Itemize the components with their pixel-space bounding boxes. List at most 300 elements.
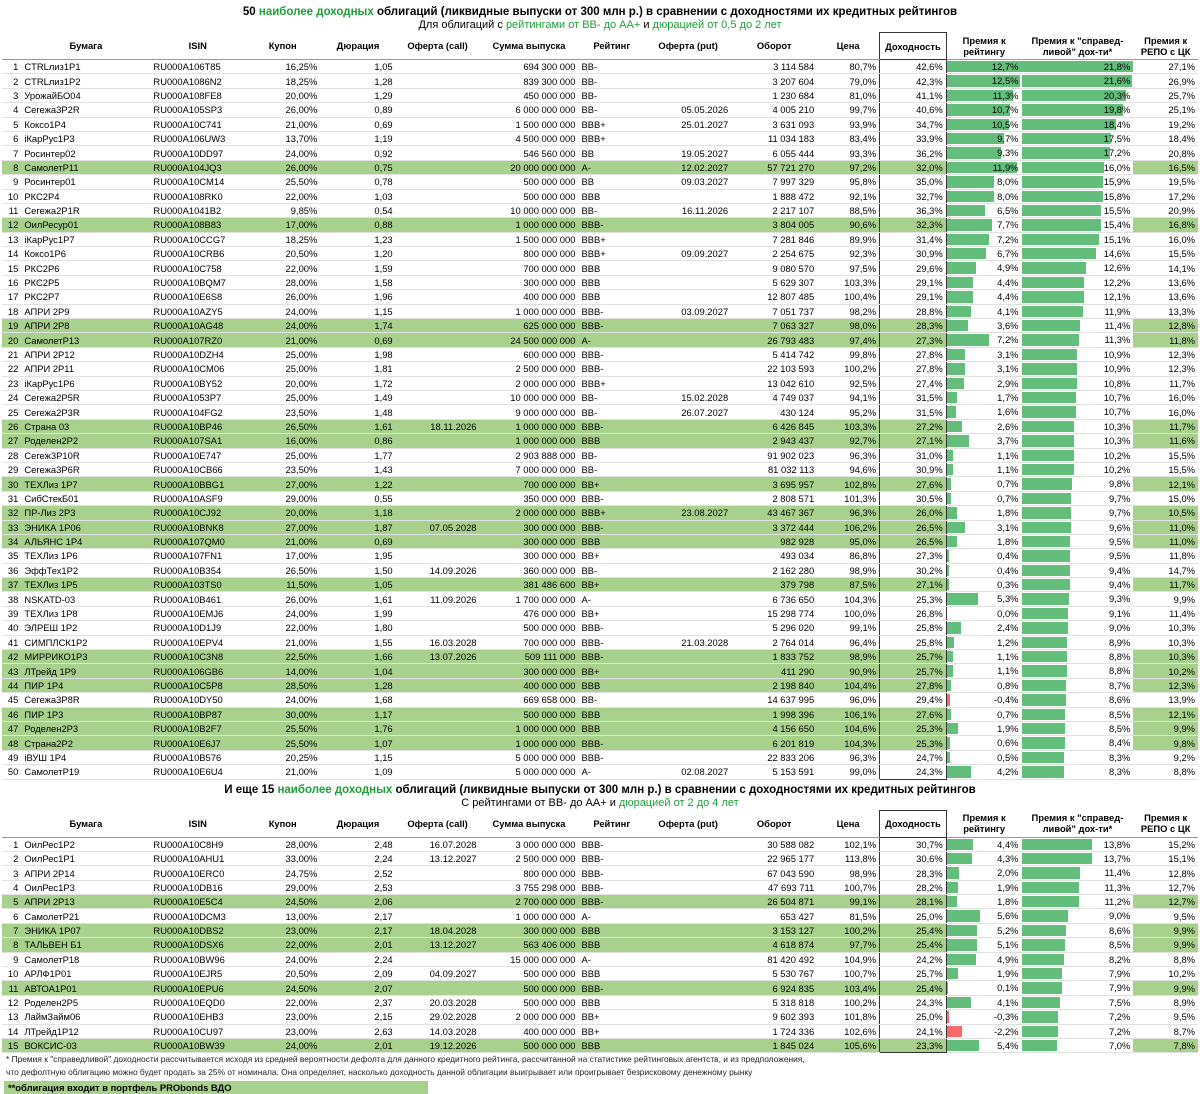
bar-value: 9,1%	[1108, 607, 1131, 619]
table-row	[2, 1024, 1198, 1038]
cell-repo-premium: 15,5%	[1133, 462, 1198, 476]
table-row	[2, 448, 1198, 462]
cell-put-offer	[645, 520, 731, 534]
cell-isin: RU000A10BBG1	[150, 477, 245, 491]
cell-issue-size: 300 000 000	[480, 549, 579, 563]
bar-value: 13,7%	[1103, 852, 1131, 864]
cell-rating-premium	[946, 837, 1021, 851]
cell-coupon: 24,50%	[245, 895, 320, 909]
cell-rating: BBB-	[578, 650, 645, 664]
table-row	[2, 319, 1198, 333]
table-row	[2, 247, 1198, 261]
cell-yield: 31,5%	[880, 405, 947, 419]
rating-premium-bar	[947, 896, 958, 907]
cell-coupon: 24,50%	[245, 981, 320, 995]
cell-duration: 1,04	[320, 664, 395, 678]
cell-price: 103,3%	[817, 419, 879, 433]
cell-row-index: 5	[2, 117, 21, 131]
cell-call-offer	[396, 981, 480, 995]
bar-value: 11,2%	[1104, 896, 1131, 908]
cell-row-index: 32	[2, 506, 21, 520]
cell-yield: 25,7%	[880, 967, 947, 981]
cell-rating-premium	[946, 678, 1021, 692]
cell-rating-premium	[946, 117, 1021, 131]
cell-price: 102,8%	[817, 477, 879, 491]
cell-yield: 25,8%	[880, 635, 947, 649]
cell-rating-premium	[946, 491, 1021, 505]
cell-turnover: 430 124	[731, 405, 817, 419]
cell-price: 89,9%	[817, 232, 879, 246]
cell-isin: RU000A10C3N8	[150, 650, 245, 664]
table-row	[2, 506, 1198, 520]
cell-price: 95,0%	[817, 534, 879, 548]
cell-put-offer	[645, 650, 731, 664]
cell-turnover: 3 631 093	[731, 117, 817, 131]
cell-yield: 27,2%	[880, 419, 947, 433]
fair-premium-bar	[1022, 867, 1080, 878]
cell-coupon: 24,00%	[245, 1039, 320, 1053]
cell-rating: A-	[578, 160, 645, 174]
cell-coupon: 22,00%	[245, 995, 320, 1009]
cell-repo-premium: 16,0%	[1133, 405, 1198, 419]
fair-premium-bar	[1022, 133, 1112, 144]
cell-call-offer: 16.07.2028	[396, 837, 480, 851]
portfolio-note: **облигация входит в портфель PRObonds ВДО	[4, 1081, 428, 1094]
bar-value: 7,2%	[1108, 1011, 1131, 1023]
cell-rating-premium	[946, 995, 1021, 1009]
cell-bond-name: Сегежа2P5R	[21, 390, 150, 404]
rating-premium-bar	[947, 910, 980, 921]
cell-row-index: 48	[2, 736, 21, 750]
cell-issue-size: 20 000 000 000	[480, 160, 579, 174]
cell-fair-premium	[1022, 390, 1134, 404]
cell-row-index: 2	[2, 74, 21, 88]
table-row	[2, 837, 1198, 851]
cell-put-offer: 25.01.2027	[645, 117, 731, 131]
cell-rating-premium	[946, 635, 1021, 649]
cell-duration: 2,09	[320, 967, 395, 981]
header-turnover: Оборот	[731, 810, 817, 837]
fair-premium-bar	[1022, 306, 1083, 317]
bar-value: 3,6%	[997, 320, 1019, 332]
cell-put-offer	[645, 880, 731, 894]
cell-fair-premium	[1022, 592, 1134, 606]
cell-isin: RU000A10BQM7	[150, 275, 245, 289]
bar-value: 0,0%	[997, 607, 1019, 619]
cell-put-offer	[645, 189, 731, 203]
rating-premium-bar	[947, 478, 951, 489]
cell-issue-size: 2 700 000 000	[480, 895, 579, 909]
cell-bond-name: ОилРесур01	[21, 218, 150, 232]
bar-value: 0,8%	[997, 679, 1019, 691]
cell-duration: 0,92	[320, 146, 395, 160]
cell-call-offer: 14.09.2026	[396, 563, 480, 577]
fair-premium-bar	[1022, 248, 1097, 259]
header-rating: Рейтинг	[578, 33, 645, 60]
header-rating: Рейтинг	[578, 810, 645, 837]
cell-issue-size: 1 000 000 000	[480, 419, 579, 433]
cell-coupon: 23,00%	[245, 1010, 320, 1024]
cell-row-index: 11	[2, 203, 21, 217]
cell-put-offer	[645, 578, 731, 592]
fair-premium-bar	[1022, 997, 1060, 1008]
bar-value: 5,1%	[997, 939, 1019, 951]
cell-call-offer	[396, 678, 480, 692]
cell-rating: BB-	[578, 203, 645, 217]
cell-rating-premium	[946, 650, 1021, 664]
bar-value: 10,9%	[1103, 363, 1131, 375]
cell-duration: 1,20	[320, 247, 395, 261]
cell-call-offer: 29.02.2028	[396, 1010, 480, 1024]
table-row	[2, 1010, 1198, 1024]
cell-bond-name: ЭНИКА 1Р07	[21, 923, 150, 937]
cell-turnover: 5 153 591	[731, 765, 817, 779]
cell-fair-premium	[1022, 606, 1134, 620]
cell-row-index: 9	[2, 175, 21, 189]
cell-coupon: 23,50%	[245, 405, 320, 419]
cell-coupon: 21,00%	[245, 534, 320, 548]
cell-coupon: 17,00%	[245, 549, 320, 563]
cell-turnover: 15 298 774	[731, 606, 817, 620]
cell-issue-size: 509 111 000	[480, 650, 579, 664]
bar-value: 0,7%	[997, 708, 1019, 720]
cell-repo-premium: 9,9%	[1133, 938, 1198, 952]
cell-repo-premium: 12,1%	[1133, 707, 1198, 721]
cell-rating-premium	[946, 981, 1021, 995]
rating-premium-bar	[947, 392, 957, 403]
cell-call-offer	[396, 578, 480, 592]
table-row	[2, 678, 1198, 692]
bar-value: 15,5%	[1103, 204, 1131, 216]
cell-fair-premium	[1022, 434, 1134, 448]
table-row	[2, 117, 1198, 131]
cell-put-offer	[645, 923, 731, 937]
cell-rating: BB+	[578, 549, 645, 563]
cell-repo-premium: 15,1%	[1133, 851, 1198, 865]
cell-rating: BBB	[578, 261, 645, 275]
cell-yield: 27,6%	[880, 707, 947, 721]
bar-value: 8,0%	[997, 190, 1019, 202]
cell-yield: 30,2%	[880, 563, 947, 577]
cell-yield: 28,2%	[880, 880, 947, 894]
cell-rating: BB+	[578, 606, 645, 620]
cell-duration: 0,89	[320, 103, 395, 117]
cell-put-offer	[645, 592, 731, 606]
cell-row-index: 7	[2, 923, 21, 937]
cell-duration: 1,50	[320, 563, 395, 577]
cell-duration: 1,99	[320, 606, 395, 620]
fair-premium-bar	[1022, 550, 1071, 561]
cell-repo-premium: 12,3%	[1133, 362, 1198, 376]
fair-premium-bar	[1022, 205, 1102, 216]
cell-put-offer	[645, 721, 731, 735]
cell-isin: RU000A10AHU1	[150, 851, 245, 865]
cell-rating: BB+	[578, 477, 645, 491]
cell-put-offer	[645, 678, 731, 692]
cell-rating: BBB	[578, 995, 645, 1009]
cell-row-index: 50	[2, 765, 21, 779]
cell-yield: 32,0%	[880, 160, 947, 174]
cell-bond-name: Росинтер02	[21, 146, 150, 160]
cell-repo-premium: 25,7%	[1133, 88, 1198, 102]
cell-repo-premium: 11,8%	[1133, 549, 1198, 563]
table-row	[2, 218, 1198, 232]
cell-duration: 1,95	[320, 549, 395, 563]
cell-row-index: 44	[2, 678, 21, 692]
cell-bond-name: СамолетР18	[21, 952, 150, 966]
cell-fair-premium	[1022, 895, 1134, 909]
cell-isin: RU000A10CCG7	[150, 232, 245, 246]
cell-rating-premium	[946, 419, 1021, 433]
cell-isin: RU000A104FG2	[150, 405, 245, 419]
cell-put-offer	[645, 938, 731, 952]
fair-premium-bar	[1022, 392, 1077, 403]
cell-call-offer	[396, 232, 480, 246]
cell-rating: A-	[578, 765, 645, 779]
cell-issue-size: 1 000 000 000	[480, 909, 579, 923]
cell-yield: 25,7%	[880, 664, 947, 678]
cell-issue-size: 2 000 000 000	[480, 1010, 579, 1024]
cell-rating-premium	[946, 160, 1021, 174]
cell-bond-name: ПР-Лиз 2Р3	[21, 506, 150, 520]
cell-repo-premium: 17,2%	[1133, 189, 1198, 203]
bar-value: 10,2%	[1103, 463, 1131, 475]
cell-turnover: 2 198 840	[731, 678, 817, 692]
cell-turnover: 22 965 177	[731, 851, 817, 865]
fair-premium-bar	[1022, 839, 1093, 850]
cell-issue-size: 500 000 000	[480, 1039, 579, 1053]
cell-fair-premium	[1022, 750, 1134, 764]
cell-turnover: 81 032 113	[731, 462, 817, 476]
cell-coupon: 22,50%	[245, 650, 320, 664]
cell-coupon: 25,00%	[245, 362, 320, 376]
header-price: Цена	[817, 810, 879, 837]
cell-coupon: 26,00%	[245, 160, 320, 174]
cell-issue-size: 1 700 000 000	[480, 592, 579, 606]
rating-premium-bar	[947, 450, 953, 461]
cell-bond-name: ЛаймЗайм06	[21, 1010, 150, 1024]
bar-value: 1,7%	[997, 391, 1019, 403]
table-row	[2, 491, 1198, 505]
cell-duration: 0,86	[320, 434, 395, 448]
table-row	[2, 750, 1198, 764]
cell-issue-size: 360 000 000	[480, 563, 579, 577]
cell-fair-premium	[1022, 290, 1134, 304]
cell-fair-premium	[1022, 909, 1134, 923]
cell-coupon: 11,50%	[245, 578, 320, 592]
cell-call-offer	[396, 736, 480, 750]
cell-bond-name: Коксо1P6	[21, 247, 150, 261]
cell-repo-premium: 15,5%	[1133, 247, 1198, 261]
cell-put-offer	[645, 74, 731, 88]
bar-value: 8,6%	[1108, 924, 1131, 936]
cell-fair-premium	[1022, 1010, 1134, 1024]
cell-rating: BBB	[578, 707, 645, 721]
cell-put-offer	[645, 621, 731, 635]
bar-value: 7,2%	[997, 334, 1019, 346]
table-row	[2, 592, 1198, 606]
cell-duration: 0,55	[320, 491, 395, 505]
cell-isin: RU000A105SP3	[150, 103, 245, 117]
cell-issue-size: 800 000 000	[480, 247, 579, 261]
cell-bond-name: iКарРус1P7	[21, 232, 150, 246]
cell-bond-name: ОилРес1Р1	[21, 851, 150, 865]
cell-row-index: 19	[2, 319, 21, 333]
cell-bond-name: Сегежа3Р6R	[21, 462, 150, 476]
cell-put-offer: 21.03.2028	[645, 635, 731, 649]
cell-rating-premium	[946, 290, 1021, 304]
cell-row-index: 47	[2, 721, 21, 735]
cell-row-index: 7	[2, 146, 21, 160]
cell-coupon: 21,00%	[245, 117, 320, 131]
cell-turnover: 26 504 871	[731, 895, 817, 909]
cell-call-offer	[396, 304, 480, 318]
bar-value: 12,7%	[991, 61, 1019, 72]
bar-value: 2,6%	[997, 420, 1019, 432]
cell-isin: RU000A10CM06	[150, 362, 245, 376]
cell-call-offer	[396, 750, 480, 764]
table-row	[2, 952, 1198, 966]
cell-call-offer	[396, 362, 480, 376]
cell-call-offer	[396, 434, 480, 448]
bar-value: 12,6%	[1103, 262, 1131, 274]
cell-repo-premium: 16,0%	[1133, 390, 1198, 404]
cell-price: 100,0%	[817, 606, 879, 620]
cell-call-offer: 11.09.2026	[396, 592, 480, 606]
cell-issue-size: 500 000 000	[480, 175, 579, 189]
bar-value: 9,3%	[1108, 593, 1131, 605]
cell-duration: 1,80	[320, 621, 395, 635]
cell-turnover: 379 798	[731, 578, 817, 592]
bar-value: 18,4%	[1103, 118, 1131, 130]
cell-bond-name: Сегеж3P10R	[21, 448, 150, 462]
cell-rating-premium	[946, 103, 1021, 117]
cell-turnover: 14 637 995	[731, 693, 817, 707]
cell-fair-premium	[1022, 74, 1134, 88]
cell-issue-size: 500 000 000	[480, 707, 579, 721]
cell-call-offer: 04.09.2027	[396, 967, 480, 981]
bar-value: 5,2%	[997, 924, 1019, 936]
cell-coupon: 21,00%	[245, 333, 320, 347]
cell-issue-size: 7 000 000 000	[480, 462, 579, 476]
cell-turnover: 653 427	[731, 909, 817, 923]
cell-row-index: 33	[2, 520, 21, 534]
cell-put-offer	[645, 60, 731, 74]
cell-rating: BBB-	[578, 347, 645, 361]
cell-row-index: 5	[2, 895, 21, 909]
bar-value: 9,0%	[1108, 910, 1131, 922]
cell-issue-size: 700 000 000	[480, 477, 579, 491]
cell-rating-premium	[946, 534, 1021, 548]
rating-premium-bar	[947, 435, 969, 446]
bar-value: 1,8%	[997, 507, 1019, 519]
cell-yield: 30,6%	[880, 851, 947, 865]
cell-rating-premium	[946, 1039, 1021, 1053]
cell-yield: 24,7%	[880, 750, 947, 764]
cell-isin: RU000A10BW96	[150, 952, 245, 966]
rating-premium-bar	[947, 637, 954, 648]
footnote-line-1: * Премия к "справедливой" доходности рассчитывается исходя из средней вероятности дефолта для данного кредитного рейтинга, рассчитанной на статистике рейтинговых агентств, и из предположения,	[6, 1054, 805, 1065]
cell-put-offer	[645, 909, 731, 923]
cell-turnover: 4 156 650	[731, 721, 817, 735]
cell-isin: RU000A104JQ3	[150, 160, 245, 174]
cell-put-offer	[645, 290, 731, 304]
cell-isin: RU000A10E747	[150, 448, 245, 462]
rating-premium-bar	[947, 737, 951, 748]
rating-premium-bar	[947, 565, 949, 576]
cell-bond-name: АПРИ 2Р14	[21, 866, 150, 880]
cell-yield: 31,4%	[880, 232, 947, 246]
cell-isin: RU000A106GB6	[150, 664, 245, 678]
cell-price: 81,5%	[817, 909, 879, 923]
fair-premium-bar	[1022, 954, 1064, 965]
bar-value: 19,8%	[1103, 104, 1131, 116]
cell-bond-name: ТЕХЛиз 1Р5	[21, 578, 150, 592]
cell-price: 93,3%	[817, 146, 879, 160]
cell-rating-premium	[946, 304, 1021, 318]
cell-price: 104,6%	[817, 721, 879, 735]
cell-call-offer	[396, 895, 480, 909]
bar-value: 4,1%	[997, 996, 1019, 1008]
cell-rating-premium	[946, 218, 1021, 232]
cell-call-offer	[396, 247, 480, 261]
cell-rating-premium	[946, 477, 1021, 491]
cell-isin: RU000A10BW39	[150, 1039, 245, 1053]
cell-issue-size: 400 000 000	[480, 1024, 579, 1038]
bar-value: 0,1%	[997, 982, 1019, 994]
rating-premium-bar	[947, 622, 961, 633]
cell-bond-name: РКС2P7	[21, 290, 150, 304]
cell-turnover: 5 296 020	[731, 621, 817, 635]
fair-premium-bar	[1022, 119, 1116, 130]
bar-value: 11,9%	[992, 161, 1019, 173]
cell-isin: RU000A10ERC0	[150, 866, 245, 880]
cell-bond-name: iКарРус1P3	[21, 131, 150, 145]
cell-call-offer	[396, 606, 480, 620]
cell-fair-premium	[1022, 866, 1134, 880]
cell-coupon: 24,00%	[245, 952, 320, 966]
cell-issue-size: 500 000 000	[480, 995, 579, 1009]
cell-call-offer	[396, 333, 480, 347]
rating-premium-bar	[947, 766, 972, 777]
cell-bond-name: АРЛФ1Р01	[21, 967, 150, 981]
rating-premium-bar	[947, 925, 978, 936]
bar-value: 8,9%	[1108, 636, 1131, 648]
table-row	[2, 390, 1198, 404]
cell-rating: BBB+	[578, 247, 645, 261]
cell-repo-premium: 7,8%	[1133, 1039, 1198, 1053]
cell-yield: 28,1%	[880, 895, 947, 909]
cell-coupon: 9,85%	[245, 203, 320, 217]
cell-row-index: 4	[2, 103, 21, 117]
cell-yield: 30,9%	[880, 462, 947, 476]
cell-isin: RU000A10D1J9	[150, 621, 245, 635]
cell-issue-size: 1 000 000 000	[480, 434, 579, 448]
cell-duration: 1,29	[320, 88, 395, 102]
cell-put-offer	[645, 750, 731, 764]
header-fair-premium: Премия к "справед-ливой" дох-ти*	[1022, 810, 1134, 837]
cell-rating-premium	[946, 693, 1021, 707]
cell-coupon: 20,25%	[245, 750, 320, 764]
cell-coupon: 20,00%	[245, 506, 320, 520]
rating-premium-bar	[947, 694, 950, 705]
bar-value: 11,9%	[1104, 305, 1131, 317]
cell-issue-size: 4 500 000 000	[480, 131, 579, 145]
rating-premium-bar	[947, 579, 949, 590]
header-price: Цена	[817, 33, 879, 60]
rating-premium-bar	[947, 954, 976, 965]
cell-turnover: 57 721 270	[731, 160, 817, 174]
